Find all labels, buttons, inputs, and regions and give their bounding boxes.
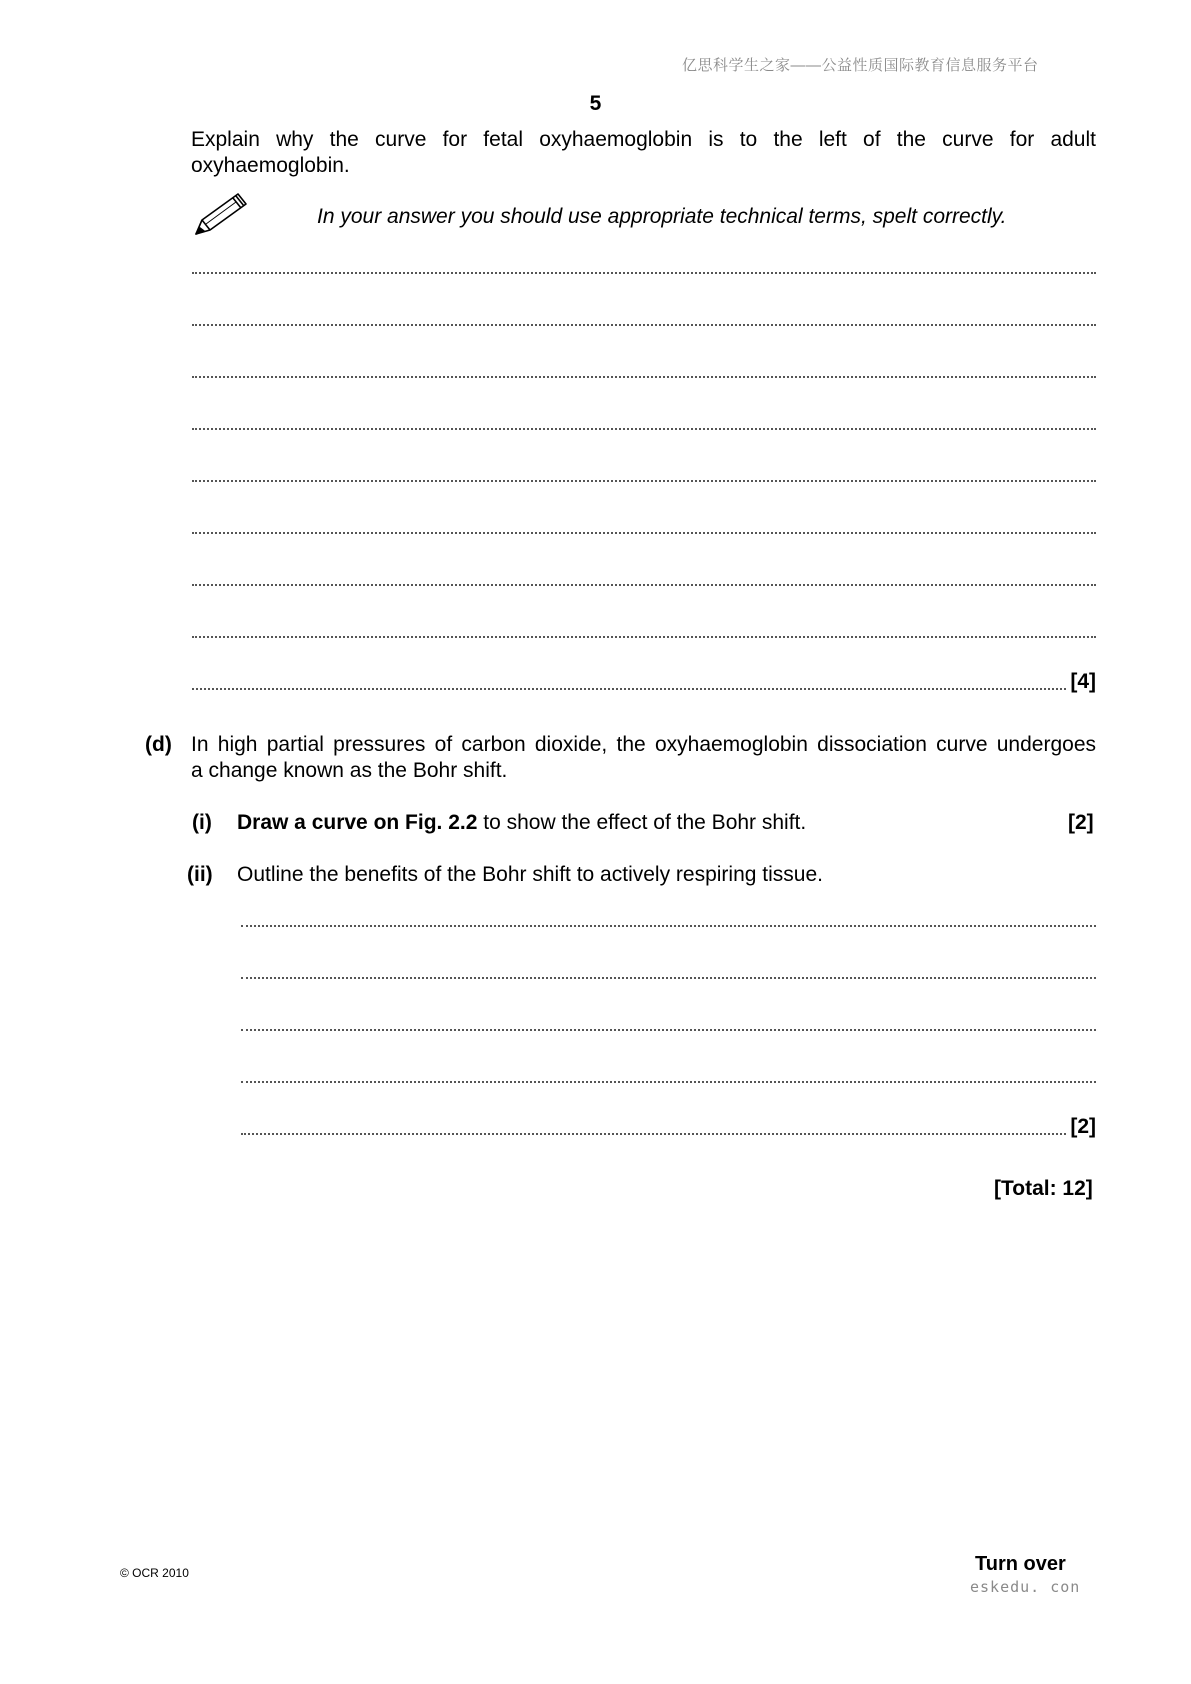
part-ii-label: (ii) xyxy=(187,863,213,886)
question-c-line1: Explain why the curve for fetal oxyhaemoglobin is to the left of the curve for adult xyxy=(191,128,1096,151)
answer-line-final[interactable] xyxy=(192,668,1096,694)
answer-line[interactable] xyxy=(192,304,1096,330)
part-ii-text: Outline the benefits of the Bohr shift to actively respiring tissue. xyxy=(237,863,823,886)
page-number: 5 xyxy=(589,92,602,115)
answer-line[interactable] xyxy=(241,957,1096,983)
question-d-line1: In high partial pressures of carbon dioxide, the oxyhaemoglobin dissociation curve undergoes xyxy=(191,733,1096,756)
qwc-instruction: In your answer you should use appropriate technical terms, spelt correctly. xyxy=(317,205,1007,228)
marks-d-ii: [2] xyxy=(1070,1115,1096,1138)
site-watermark: eskedu. con xyxy=(970,1578,1081,1596)
marks-d-i: [2] xyxy=(1068,811,1094,834)
answer-line-final[interactable] xyxy=(241,1113,1096,1139)
answer-line[interactable] xyxy=(192,408,1096,434)
part-i-text xyxy=(237,810,806,836)
answer-line[interactable] xyxy=(192,616,1096,642)
watermark-text: 亿思科学生之家——公益性质国际教育信息服务平台 xyxy=(682,57,1039,74)
question-d-label: (d) xyxy=(145,733,172,756)
answer-line[interactable] xyxy=(192,460,1096,486)
pencil-icon xyxy=(192,190,252,240)
turn-over: Turn over xyxy=(975,1553,1066,1575)
question-c-line2: oxyhaemoglobin. xyxy=(191,154,350,177)
answer-line[interactable] xyxy=(241,905,1096,931)
answer-line[interactable] xyxy=(192,356,1096,382)
part-i-bold-text: Draw a curve on Fig. 2.2 xyxy=(237,811,478,834)
answer-line[interactable] xyxy=(192,512,1096,538)
answer-line[interactable] xyxy=(192,564,1096,590)
copyright: © OCR 2010 xyxy=(120,1566,189,1580)
answer-line[interactable] xyxy=(192,252,1096,278)
part-i-rest-text: to show the effect of the Bohr shift. xyxy=(477,811,807,834)
part-i-label: (i) xyxy=(192,811,212,834)
question-d-line2: a change known as the Bohr shift. xyxy=(191,759,508,782)
answer-line[interactable] xyxy=(241,1061,1096,1087)
total-marks: [Total: 12] xyxy=(994,1177,1093,1200)
marks-c: [4] xyxy=(1070,670,1096,693)
answer-line[interactable] xyxy=(241,1009,1096,1035)
